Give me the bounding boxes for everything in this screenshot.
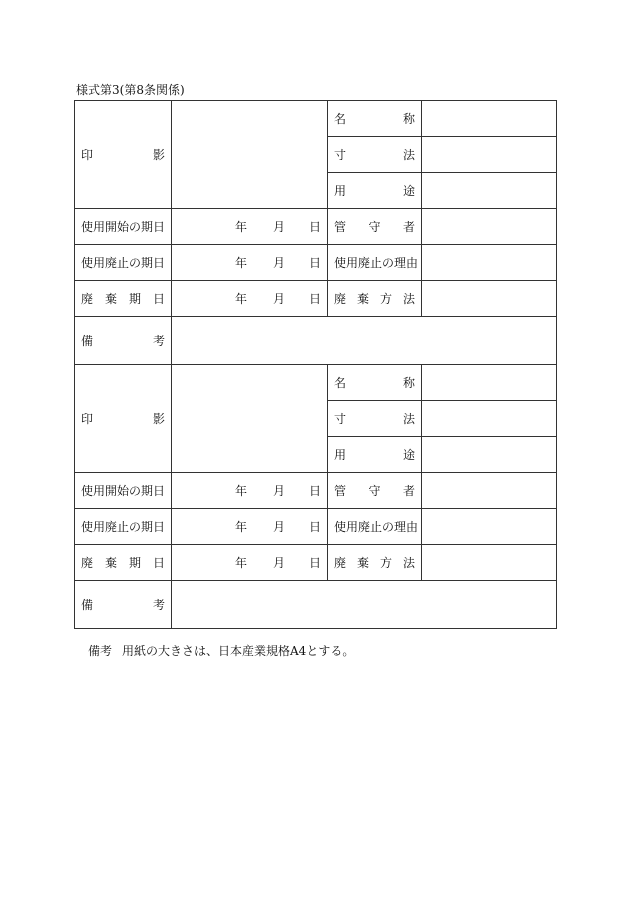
remarks-label: 備 考 <box>75 317 172 365</box>
start-date-label: 使用開始の期日 <box>75 473 172 509</box>
stop-reason-field[interactable] <box>422 509 557 545</box>
disposal-date-field[interactable]: 年 月 日 <box>172 281 328 317</box>
disposal-date-label: 廃 棄 期 日 <box>75 545 172 581</box>
stop-date-label: 使用廃止の期日 <box>75 509 172 545</box>
footnote <box>88 644 354 658</box>
block-2-row-disposal <box>75 545 557 581</box>
size-label: 寸 法 <box>328 137 422 173</box>
name-label: 名 称 <box>328 101 422 137</box>
seal-impression-label: 印 影 <box>75 365 172 473</box>
disposal-method-field[interactable] <box>422 545 557 581</box>
use-field[interactable] <box>422 437 557 473</box>
form-title: 様式第3(第8条関係) <box>76 83 185 97</box>
block-2-row-remarks <box>75 581 557 629</box>
size-field[interactable] <box>422 137 557 173</box>
footnote-heading: 備考 <box>88 644 113 658</box>
remarks-label: 備 考 <box>75 581 172 629</box>
size-label: 寸 法 <box>328 401 422 437</box>
block-2-row-stop <box>75 509 557 545</box>
disposal-date-label: 廃 棄 期 日 <box>75 281 172 317</box>
disposal-method-label: 廃 棄 方 法 <box>328 281 422 317</box>
disposal-date-field[interactable]: 年 月 日 <box>172 545 328 581</box>
name-field[interactable] <box>422 101 557 137</box>
keeper-label: 管 守 者 <box>328 473 422 509</box>
keeper-field[interactable] <box>422 473 557 509</box>
start-date-label: 使用開始の期日 <box>75 209 172 245</box>
size-field[interactable] <box>422 401 557 437</box>
block-2-row-start <box>75 473 557 509</box>
disposal-method-label: 廃 棄 方 法 <box>328 545 422 581</box>
seal-impression-area[interactable] <box>172 365 328 473</box>
remarks-field[interactable] <box>172 581 557 629</box>
block-2-row-name <box>75 365 557 401</box>
stop-date-field[interactable]: 年 月 日 <box>172 509 328 545</box>
footnote-text: 用紙の大きさは、日本産業規格A4とする。 <box>122 644 355 658</box>
seal-impression-label: 印 影 <box>75 101 172 209</box>
start-date-field[interactable]: 年 月 日 <box>172 209 328 245</box>
seal-register-table <box>74 100 557 629</box>
stop-reason-label: 使用廃止の理由 <box>328 245 422 281</box>
disposal-method-field[interactable] <box>422 281 557 317</box>
name-field[interactable] <box>422 365 557 401</box>
remarks-field[interactable] <box>172 317 557 365</box>
block-1-row-name <box>75 101 557 137</box>
stop-date-field[interactable]: 年 月 日 <box>172 245 328 281</box>
use-field[interactable] <box>422 173 557 209</box>
stop-reason-field[interactable] <box>422 245 557 281</box>
start-date-field[interactable]: 年 月 日 <box>172 473 328 509</box>
block-1-row-disposal <box>75 281 557 317</box>
stop-reason-label: 使用廃止の理由 <box>328 509 422 545</box>
use-label: 用 途 <box>328 173 422 209</box>
name-label: 名 称 <box>328 365 422 401</box>
use-label: 用 途 <box>328 437 422 473</box>
keeper-field[interactable] <box>422 209 557 245</box>
block-1-row-stop <box>75 245 557 281</box>
seal-impression-area[interactable] <box>172 101 328 209</box>
block-1-row-start <box>75 209 557 245</box>
keeper-label: 管 守 者 <box>328 209 422 245</box>
block-1-row-remarks <box>75 317 557 365</box>
stop-date-label: 使用廃止の期日 <box>75 245 172 281</box>
